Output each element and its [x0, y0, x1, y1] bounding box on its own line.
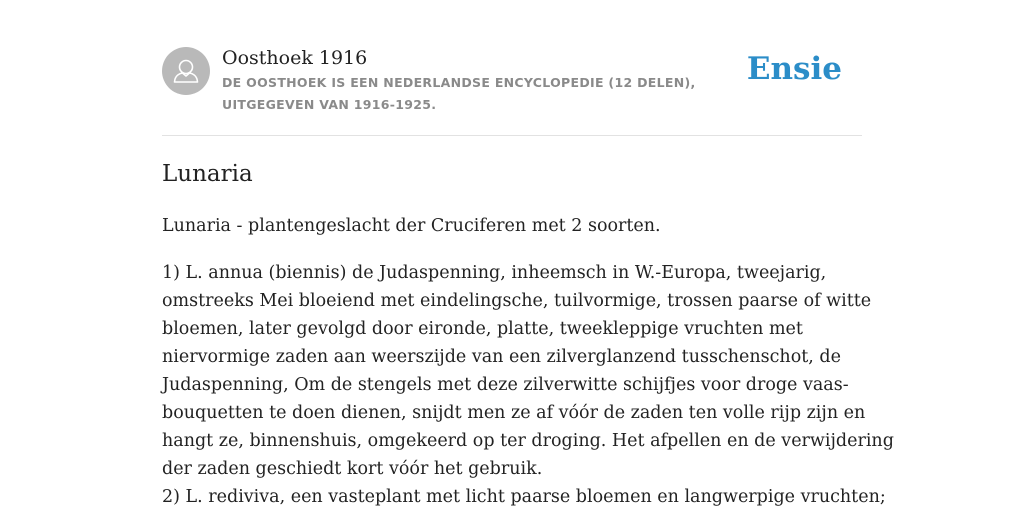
article-title: Lunaria — [162, 161, 253, 187]
source-description: DE OOSTHOEK IS EEN NEDERLANDSE ENCYCLOPEDIE (12 DELEN), UITGEGEVEN VAN 1916-1925. — [222, 75, 696, 112]
article-body — [162, 259, 894, 511]
body-line: hangt ze, binnenshuis, omgekeerd op ter droging. Het afpellen en de verwijdering — [162, 431, 894, 451]
body-line: Judaspenning, Om de stengels met deze zilverwitte schijfjes voor droge vaas- — [162, 375, 849, 395]
body-line: bouquetten te doen dienen, snijdt men ze af vóór de zaden ten volle rijp zijn en — [162, 403, 866, 423]
source-header — [162, 44, 862, 136]
article — [162, 156, 894, 511]
body-line: 1) L. annua (biennis) de Judaspenning, inheemsch in W.-Europa, tweejarig, — [162, 263, 827, 283]
body-line: 2) L. rediviva, een vasteplant met licht paarse bloemen en langwerpige vruchten; — [162, 487, 886, 507]
body-line: niervormige zaden aan weerszijde van een zilverglanzend tusschenschot, de — [162, 347, 841, 367]
article-intro: Lunaria - plantengeslacht der Cruciferen met 2 soorten. — [162, 216, 661, 236]
body-line: der zaden geschiedt kort vóór het gebruik. — [162, 459, 543, 479]
body-line: omstreeks Mei bloeiend met eindelingsche, tuilvormige, trossen paarse of witte — [162, 291, 872, 311]
ensie-logo[interactable]: Ensie — [746, 51, 842, 87]
user-icon[interactable] — [162, 47, 210, 95]
avatar-figure — [162, 47, 210, 95]
source-title[interactable]: Oosthoek 1916 — [222, 47, 368, 69]
body-line: bloemen, later gevolgd door eironde, platte, tweekleppige vruchten met — [162, 319, 803, 339]
